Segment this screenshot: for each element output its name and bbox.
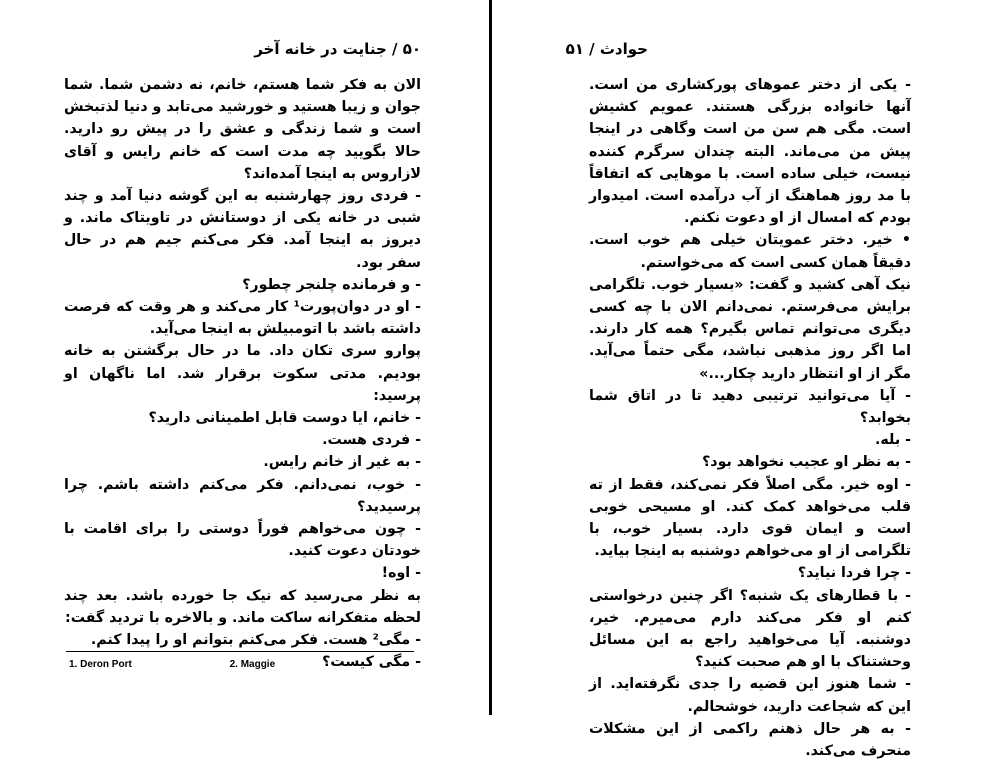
paragraph: - به هر حال ذهنم راکمی از این مشکلات منحرف می‌کند. (589, 720, 911, 760)
paragraph: - اوه خیر. مگی اصلاً فکر نمی‌کند، فقط از ته قلب می‌خواهد کمک کند. او مسیحی خوبی است و ایمان قوی دارد. بسیار خوب، با تلگرامی از او می‌خواهم دوشنبه به اینجا بیاید. (589, 476, 911, 560)
footnotes (69, 659, 370, 670)
page-gutter-divider (489, 0, 492, 715)
paragraph: - اوه! (381, 565, 421, 582)
paragraph: - مگی کیست؟ (322, 654, 421, 671)
left-page-header: ۵۰ / جنایت در خانه آخر (254, 40, 421, 58)
left-page (0, 0, 490, 715)
paragraph: - آیا می‌توانید ترتیبی دهید تا در اتاق شما بخوابد؟ (589, 387, 911, 427)
paragraph: به نظر می‌رسید که نیک جا خورده باشد. بعد چند لحظه متفکرانه ساکت ماند. و بالاخره با تردید گفت: (64, 587, 421, 626)
right-page (493, 0, 981, 760)
paragraph: - با قطارهای یک شنبه؟ اگر چنین درخواستی کنم او فکر می‌کند دارم می‌میرم. خیر، دوشنبه. آیا می‌خواهید راجع به این مسائل وحشتناک با او هم صحبت کنید؟ (589, 587, 911, 671)
right-page-header: حوادث / ۵۱ (565, 40, 648, 58)
paragraph: - بله. (875, 432, 911, 449)
paragraph: - شما هنوز این قضیه را جدی نگرفته‌اید. از این که شجاعت دارید، خوشحالم. (589, 676, 911, 715)
paragraph: - به نظر او عجیب نخواهد بود؟ (702, 454, 911, 471)
paragraph: - مگی² هست. فکر می‌کنم بتوانم او را پیدا کنم. (90, 632, 421, 649)
paragraph: - فردی روز چهارشنبه به این گوشه دنیا آمد و چند شبی در خانه یکی از دوستانش در تاویتاک ماند. و دیروز به اینجا آمد. فکر می‌کنم جیم هم در حال سفر بود. (64, 188, 421, 271)
paragraph: - چون می‌خواهم فوراً دوستی را برای اقامت با خودتان دعوت کنید. (64, 521, 421, 560)
left-page-body (64, 74, 421, 673)
footnote: 2. Maggie (229, 659, 276, 670)
right-page-body (589, 74, 911, 762)
paragraph: پوارو سری تکان داد. ما در حال برگشتن به خانه بودیم. مدتی سکوت برقرار شد. اما ناگهان او پرسید: (64, 343, 421, 404)
paragraph: - خانم، ایا دوست قابل اطمینانی دارید؟ (148, 410, 421, 427)
paragraph: - به غیر از خانم رایس. (263, 454, 421, 471)
paragraph: - یکی از دختر عموهای پورکشاری من است. آنها خانواده بزرگی هستند. عمویم کشیش است. مگی هم سن من است وگاهی در اینجا پیش من می‌ماند. البته چندان سرگرم کننده نیست، خیلی ساده است. با موهایی که اتفاقاً با مد روز هماهنگ از آب درآمده است. امیدوار بودم که امسال از او دعوت نکنم. (589, 77, 911, 227)
paragraph: الان به فکر شما هستم، خانم، نه دشمن شما. شما جوان و زیبا هستید و خورشید می‌تابد و دنیا لذتبخش است و شما زندگی و عشق را در پیش رو دارید. حالا بگویید چه مدت است که خانم رایس و آقای لازاروس به اینجا آمده‌اند؟ (64, 77, 421, 182)
paragraph: نیک آهی کشید و گفت: «بسیار خوب. تلگرامی برایش می‌فرستم. نمی‌دانم الان با چه کسی دیگری می‌توانم تماس بگیرم؟ همه کار دارند. اما اگر روز مذهبی نباشد، مگی حتماً می‌آید. مگر از او انتظار دارید چکار...» (589, 276, 911, 382)
paragraph: - خوب، نمی‌دانم. فکر می‌کنم داشته باشم. چرا پرسیدید؟ (64, 476, 421, 515)
paragraph: - فردی هست. (322, 432, 421, 449)
paragraph: • خیر. دختر عمویتان خیلی هم خوب است. دقیقاً همان کسی است که می‌خواستم. (589, 232, 911, 271)
paragraph: - او در دوان‌پورت¹ کار می‌کند و هر وقت که فرصت داشته باشد با اتومبیلش به اینجا می‌آید. (64, 299, 421, 338)
paragraph: - چرا فردا نیاید؟ (797, 565, 911, 582)
footnote-divider (66, 651, 414, 652)
footnote: 1. Deron Port (69, 659, 132, 670)
paragraph: - و فرمانده چلنجر چطور؟ (242, 276, 421, 293)
